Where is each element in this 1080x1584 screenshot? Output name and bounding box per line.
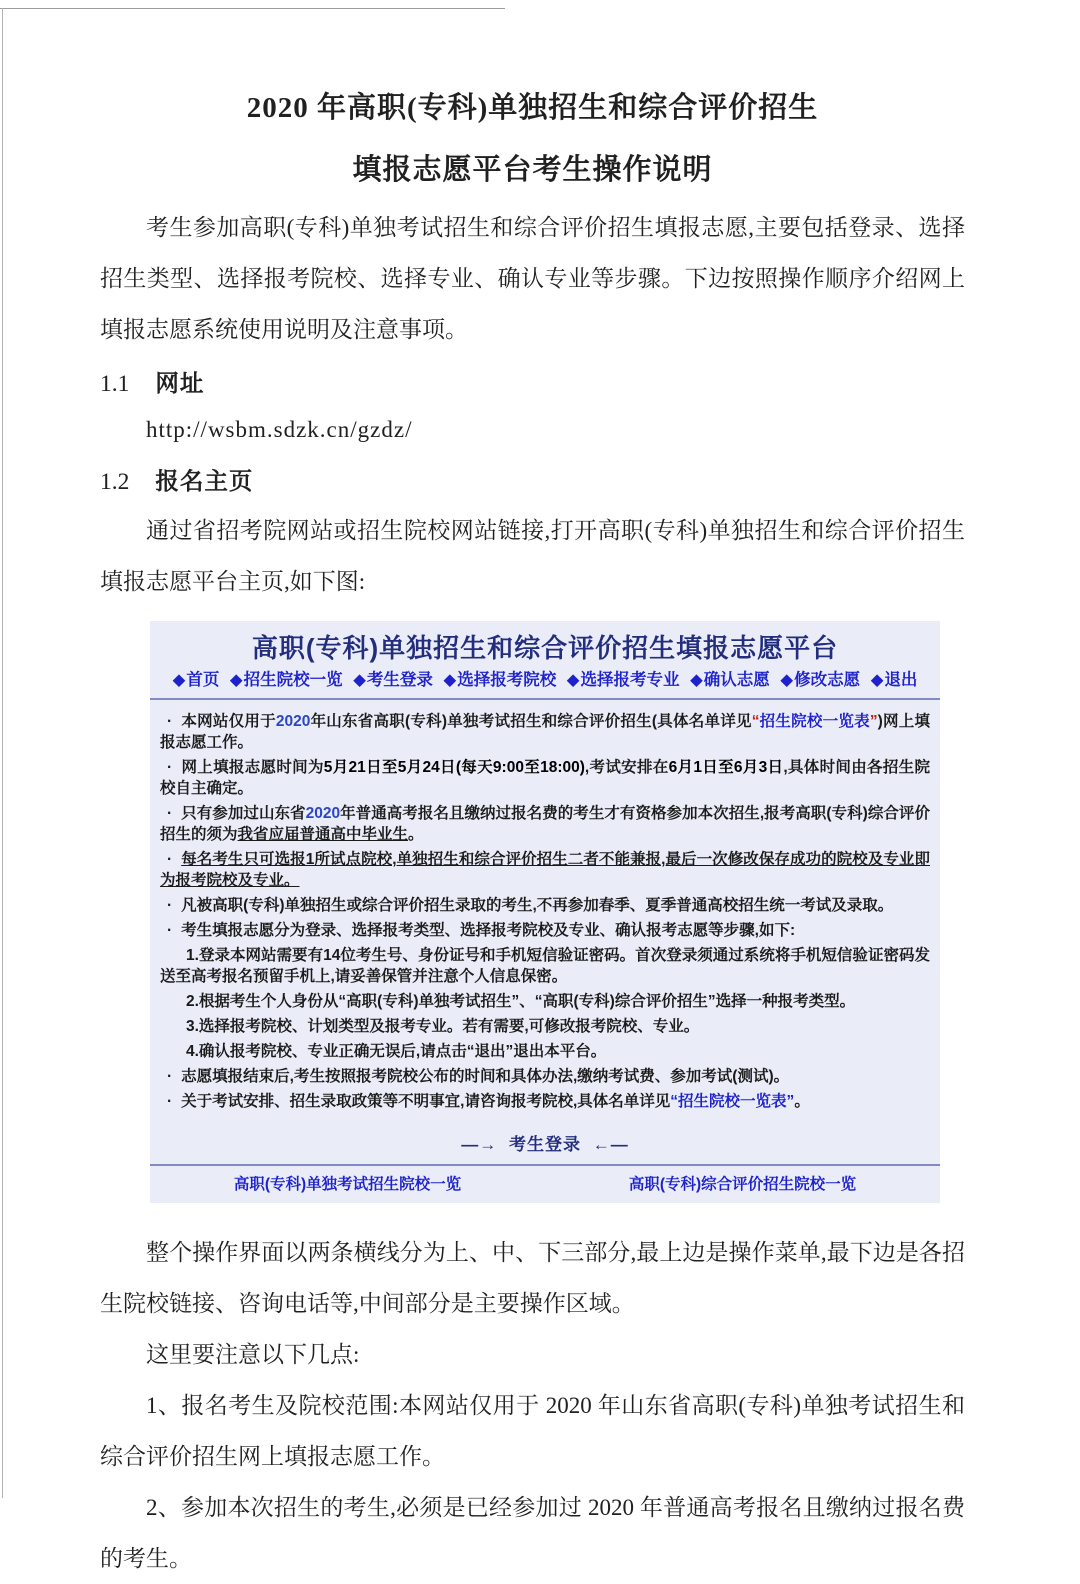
page-edge-line-top (0, 8, 505, 9)
text-segment: 年普通高考报名且缴纳过报名费的考生才有资格参加本次招生,报考高职(专科)综合评价招生的须为 (160, 805, 930, 843)
left-arrow-icon: —→ (461, 1135, 498, 1154)
menu-label: 选择报考专业 (580, 671, 680, 689)
diamond-icon: ◆ (172, 671, 186, 689)
section-heading-1-2 (100, 459, 965, 505)
platform-title: 高职(专科)单独招生和综合评价招生填报志愿平台 (251, 633, 839, 663)
notice-item (160, 711, 930, 753)
menu-label: 招生院校一览 (243, 671, 343, 689)
section-number: 1.2 (100, 469, 130, 495)
text-segment: 2.根据考生个人身份从“高职(专科)单独考试招生”、“高职(专科)综合评价招生”选择一种报考类型。 (186, 993, 856, 1010)
footer-link-cell (545, 1172, 940, 1194)
text-segment: 本网站仅用于 (181, 713, 276, 730)
candidate-login-link[interactable]: 考生登录 (509, 1135, 581, 1154)
text-segment: 5月21日至5月24日(每天9:00至18:00) (323, 759, 585, 776)
note-paragraph: 这里要注意以下几点: (146, 1342, 360, 1367)
text-segment: 每名考生只可选报1所试点院校,单独招生和综合评价招生二者不能兼报,最后一次修改保存成功的院校及专业即为报考院校及专业。 (160, 851, 930, 889)
menu-label: 考生登录 (366, 671, 433, 689)
bullet-dot-icon: · (167, 713, 173, 730)
bullet-dot-icon: · (167, 922, 173, 939)
text-segment: 1.登录本网站需要有14位考生号、身份证号和手机短信验证密码。首次登录须通过系统将手机短信验证密码发送至高考报名预留手机上,请妥善保管并注意个人信息保密。 (160, 947, 930, 985)
platform-menu (150, 666, 940, 698)
menu-confirm-choice[interactable] (690, 671, 770, 689)
text-segment: 。 (794, 1093, 810, 1110)
diamond-icon: ◆ (353, 671, 366, 689)
diamond-icon: ◆ (443, 671, 457, 689)
menu-home[interactable] (173, 671, 220, 689)
diamond-icon: ◆ (780, 671, 794, 689)
bullet-dot-icon: · (167, 851, 173, 868)
text-segment: 2020 (275, 713, 311, 730)
menu-exit[interactable] (871, 671, 918, 689)
notice-item (160, 757, 930, 799)
menu-label: 选择报考院校 (457, 671, 557, 689)
section-1-2-paragraph: 通过省招考院网站或招生院校网站链接,打开高职(专科)单独招生和综合评价招生填报志愿平台主页,如下图: (100, 518, 965, 594)
text-segment: 考生填报志愿分为登录、选择报考类型、选择报考院校及专业、确认报考志愿等步骤,如下: (181, 922, 796, 939)
footer-link-comprehensive-colleges[interactable]: 高职(专科)综合评价招生院校一览 (628, 1176, 857, 1193)
notice-item (160, 1091, 930, 1112)
inline-link[interactable]: “招生院校一览表” (670, 1093, 795, 1110)
menu-label: 确认志愿 (703, 671, 770, 689)
text-segment: 关于考试安排、招生录取政策等不明事宜,请咨询报考院校,具体名单详见 (181, 1093, 671, 1110)
text-segment: 网上填报志愿时间为 (181, 759, 324, 776)
diamond-icon: ◆ (566, 671, 580, 689)
text-segment: ,考试安排在 (584, 759, 669, 776)
intro-paragraph: 考生参加高职(专科)单独考试招生和综合评价招生填报志愿,主要包括登录、选择招生类型、选择报考院校、选择专业、确认专业等步骤。下边按照操作顺序介绍网上填报志愿系统使用说明及注意事项。 (100, 215, 965, 342)
notice-item (160, 895, 930, 916)
menu-select-college[interactable] (444, 671, 557, 689)
notice-item (160, 1066, 930, 1087)
diamond-icon: ◆ (870, 671, 884, 689)
section-title: 报名主页 (155, 469, 254, 495)
section-number: 1.1 (100, 371, 130, 397)
text-segment: 3.选择报考院校、计划类型及报考专业。若有需要,可修改报考院校、专业。 (186, 1018, 700, 1035)
platform-screenshot (150, 621, 940, 1203)
text-segment: 我省应届普通高中毕业生 (237, 826, 409, 843)
footer-link-cell (150, 1172, 545, 1194)
bullet-dot-icon: · (167, 1093, 173, 1110)
platform-footer (150, 1166, 940, 1203)
notice-item (160, 920, 930, 941)
menu-label: 修改志愿 (794, 671, 861, 689)
point-2-paragraph: 2、参加本次招生的考生,必须是已经参加过 2020 年普通高考报名且缴纳过报名费的考生。 (100, 1495, 965, 1571)
login-cta-row (150, 1130, 940, 1155)
point-1-paragraph: 1、报名考生及院校范围:本网站仅用于 2020 年山东省高职(专科)单独考试招生和综合评价招生网上填报志愿工作。 (100, 1393, 965, 1469)
doc-title-line1: 2020 年高职(专科)单独招生和综合评价招生 (246, 92, 819, 124)
text-segment: 凡被高职(专科)单独招生或综合评价招生录取的考生,不再参加春季、夏季普通高校招生统一考试及录取。 (181, 897, 894, 914)
bullet-dot-icon: · (167, 1068, 173, 1085)
notice-step-item (160, 1041, 930, 1062)
notice-step-item (160, 1016, 930, 1037)
text-segment: ,具体时间由各招生院校自主确定。 (160, 759, 930, 797)
notice-item (160, 849, 930, 891)
bullet-dot-icon: · (167, 805, 173, 822)
diamond-icon: ◆ (229, 671, 243, 689)
text-segment: 只有参加过山东省 (181, 805, 306, 822)
text-segment: 2020 (305, 805, 341, 822)
menu-modify-choice[interactable] (780, 671, 860, 689)
bullet-dot-icon: · (167, 897, 173, 914)
doc-title-line2: 填报志愿平台考生操作说明 (352, 154, 713, 186)
text-segment: 4.确认报考院校、专业正确无误后,请点击“退出”退出本平台。 (186, 1043, 607, 1060)
menu-college-list[interactable] (230, 671, 343, 689)
menu-candidate-login[interactable] (353, 671, 433, 689)
section-title: 网址 (155, 371, 205, 397)
text-segment: “ (751, 713, 760, 730)
inline-link[interactable]: 招生院校一览表 (759, 713, 870, 730)
text-segment: 。 (408, 826, 424, 843)
text-segment: 6月1日至6月3日 (668, 759, 784, 776)
text-segment: )网上填报志愿工作。 (160, 713, 930, 751)
footer-link-single-exam-colleges[interactable]: 高职(专科)单独考试招生院校一览 (233, 1176, 462, 1193)
notice-step-item (160, 945, 930, 987)
notice-item (160, 803, 930, 845)
notice-step-item (160, 991, 930, 1012)
text-segment: 年山东省高职(专科)单独考试招生和综合评价招生(具体名单详见 (310, 713, 752, 730)
menu-label: 首页 (186, 671, 220, 689)
menu-label: 退出 (884, 671, 918, 689)
text-segment: 志愿填报结束后,考生按照报考院校公布的时间和具体办法,缴纳考试费、参加考试(测试)。 (181, 1068, 790, 1085)
page-edge-line-left (2, 8, 3, 1498)
bullet-dot-icon: · (167, 759, 173, 776)
diamond-icon: ◆ (690, 671, 703, 689)
text-segment: ” (869, 713, 878, 730)
right-arrow-icon: ←— (592, 1135, 629, 1154)
menu-select-major[interactable] (567, 671, 680, 689)
notice-list (150, 700, 940, 1118)
section-heading-1-1 (100, 361, 965, 407)
url-text: http://wsbm.sdzk.cn/gzdz/ (146, 417, 413, 442)
after-screenshot-paragraph: 整个操作界面以两条横线分为上、中、下三部分,最上边是操作菜单,最下边是各招生院校链接、咨询电话等,中间部分是主要操作区域。 (100, 1240, 965, 1316)
